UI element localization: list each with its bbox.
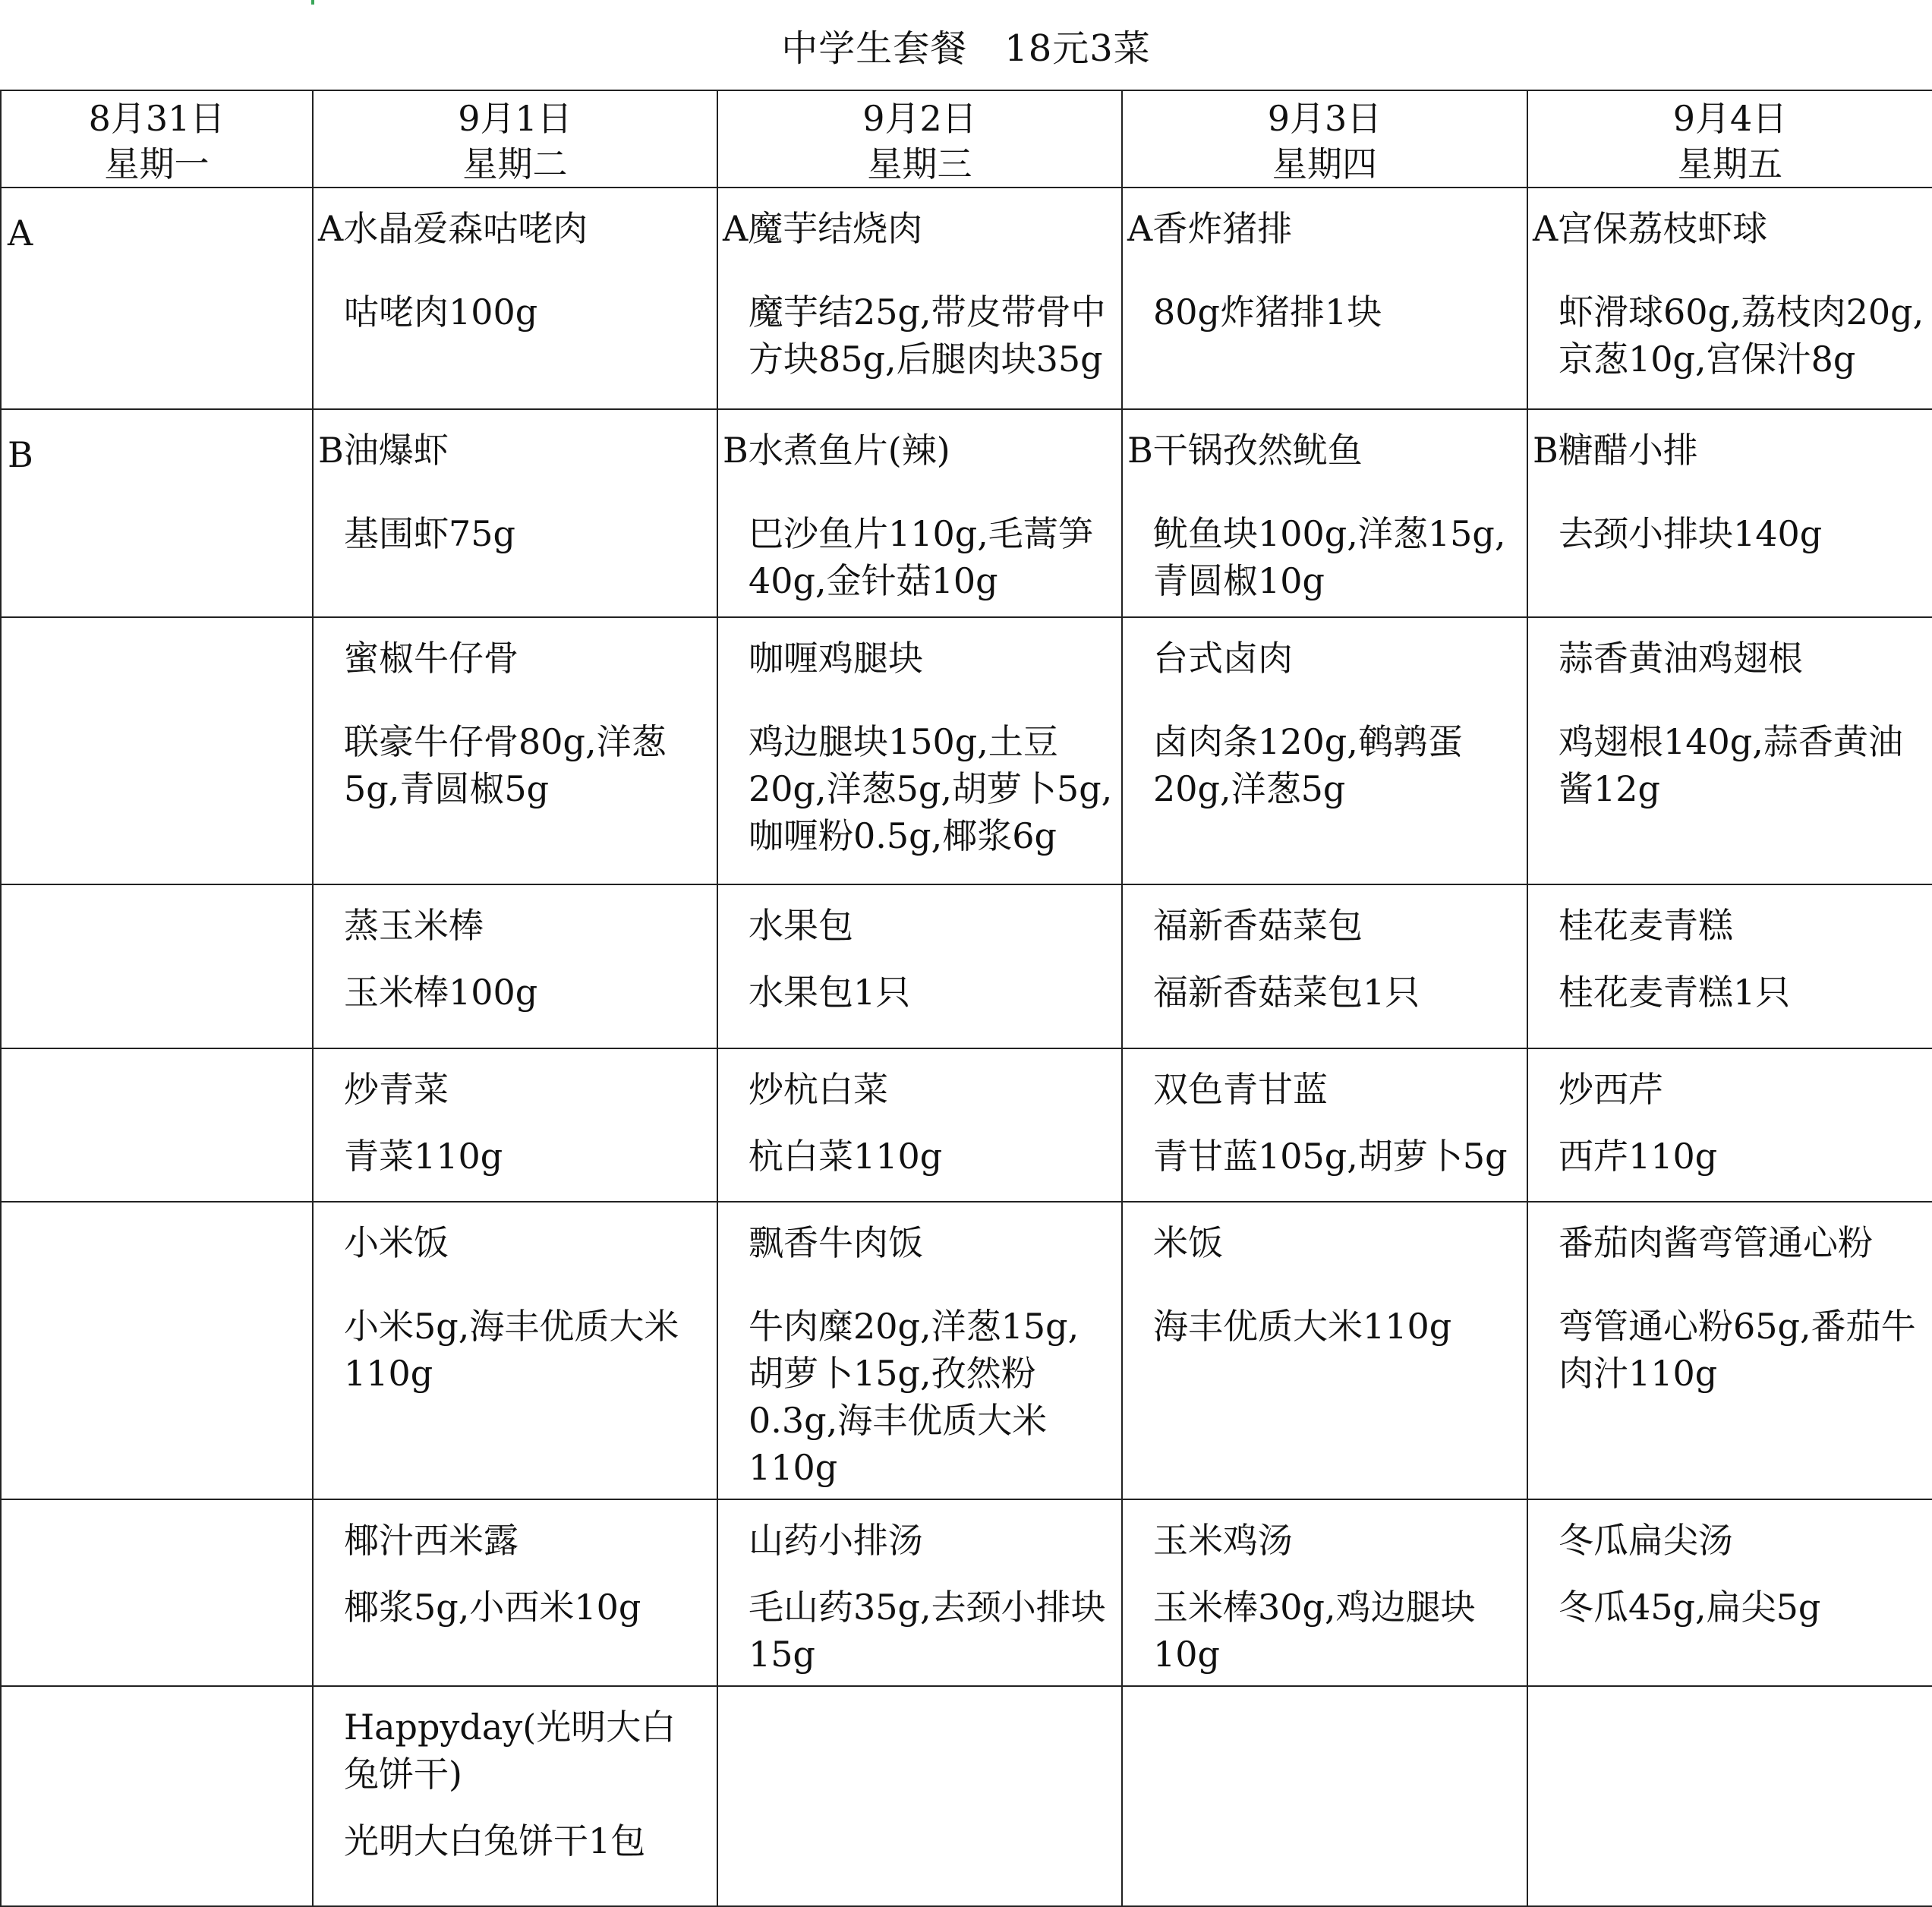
dish-name: 咖喱鸡腿块 — [749, 638, 923, 679]
dish-name: 山药小排汤 — [749, 1520, 923, 1561]
menu-body — [1, 188, 1932, 1906]
dish-ingredients: 牛肉糜20g,洋葱15g,胡萝卜15g,孜然粉0.3g,海丰优质大米110g — [749, 1306, 1079, 1488]
dish-name: 小米饭 — [344, 1222, 449, 1263]
dish-name: Happyday(光明大白兔饼干) — [344, 1707, 676, 1795]
dish-cell — [313, 409, 717, 617]
dish-name: 台式卤肉 — [1153, 638, 1293, 679]
dish-cell — [1122, 409, 1527, 617]
dish-ingredients: 青菜110g — [344, 1136, 503, 1177]
dish-name: 蒸玉米棒 — [344, 905, 484, 946]
dish-name: 福新香菇菜包 — [1153, 905, 1363, 946]
dish-cell — [717, 884, 1122, 1048]
menu-table — [0, 90, 1932, 1907]
dish-name: 炒青菜 — [344, 1069, 449, 1110]
dish-name: B油爆虾 — [318, 430, 449, 471]
dish-cell — [717, 1048, 1122, 1202]
dish-ingredients: 鱿鱼块100g,洋葱15g,青圆椒10g — [1153, 513, 1506, 601]
dish-name: 飘香牛肉饭 — [749, 1222, 923, 1263]
dish-ingredients: 玉米棒100g — [344, 972, 538, 1013]
dish-name: 玉米鸡汤 — [1153, 1520, 1293, 1561]
dish-name: A宫保荔枝虾球 — [1533, 208, 1768, 249]
dish-cell — [717, 409, 1122, 617]
dish-cell — [1122, 617, 1527, 884]
dish-ingredients: 光明大白兔饼干1包 — [344, 1820, 646, 1861]
day-date: 8月31日 — [88, 98, 225, 139]
dish-name: 蒜香黄油鸡翅根 — [1559, 638, 1803, 679]
dish-ingredients: 80g炸猪排1块 — [1153, 292, 1382, 333]
dish-ingredients: 椰浆5g,小西米10g — [344, 1587, 641, 1628]
dish-cell — [313, 1499, 717, 1686]
menu-row — [1, 884, 1932, 1048]
day-date: 9月2日 — [862, 98, 977, 139]
dish-cell — [717, 1202, 1122, 1499]
day-weekday: 星期二 — [462, 143, 568, 184]
day-header — [1122, 90, 1527, 188]
row-label — [1, 1499, 313, 1686]
dish-cell — [1122, 1499, 1527, 1686]
dish-cell — [1527, 1499, 1932, 1686]
dish-cell — [1527, 1202, 1932, 1499]
dish-cell — [313, 188, 717, 409]
dish-name: 桂花麦青糕 — [1559, 905, 1733, 946]
dish-cell — [1122, 1686, 1527, 1906]
dish-name: 椰汁西米露 — [344, 1520, 518, 1561]
day-weekday: 星期一 — [104, 143, 210, 184]
day-weekday: 星期三 — [867, 143, 972, 184]
dish-ingredients: 基围虾75g — [344, 513, 515, 554]
dish-ingredients: 鸡边腿块150g,土豆20g,洋葱5g,胡萝卜5g,咖喱粉0.5g,椰浆6g — [749, 721, 1113, 856]
row-label — [1, 1202, 313, 1499]
dish-ingredients: 冬瓜45g,扁尖5g — [1559, 1587, 1821, 1628]
dish-name: 米饭 — [1153, 1222, 1223, 1263]
dish-ingredients: 海丰优质大米110g — [1153, 1306, 1452, 1347]
dish-cell — [1527, 617, 1932, 884]
row-label — [1, 1686, 313, 1906]
dish-cell — [1527, 188, 1932, 409]
dish-name: A香炸猪排 — [1127, 208, 1293, 249]
dish-cell — [1527, 1686, 1932, 1906]
dish-cell — [313, 1202, 717, 1499]
dish-cell — [717, 617, 1122, 884]
dish-name: 炒西芹 — [1559, 1069, 1663, 1110]
day-header — [313, 90, 717, 188]
dish-name: B水煮鱼片(辣) — [723, 430, 950, 471]
dish-cell — [313, 1048, 717, 1202]
dish-cell — [1122, 1048, 1527, 1202]
day-weekday: 星期五 — [1678, 143, 1782, 184]
row-label: B — [1, 409, 313, 617]
dish-ingredients: 玉米棒30g,鸡边腿块10g — [1153, 1587, 1476, 1675]
dish-cell — [1122, 884, 1527, 1048]
dish-name: 蜜椒牛仔骨 — [344, 638, 518, 679]
day-header — [1, 90, 313, 188]
row-label — [1, 617, 313, 884]
dish-ingredients: 鸡翅根140g,蒜香黄油酱12g — [1559, 721, 1903, 809]
dish-name: 冬瓜扁尖汤 — [1559, 1520, 1733, 1561]
dish-ingredients: 西芹110g — [1559, 1136, 1718, 1177]
dish-ingredients: 联豪牛仔骨80g,洋葱5g,青圆椒5g — [344, 721, 667, 809]
dish-cell — [717, 1499, 1122, 1686]
corner-mark — [311, 0, 314, 5]
day-weekday: 星期四 — [1272, 143, 1377, 184]
dish-cell — [717, 1686, 1122, 1906]
dish-cell — [1527, 1048, 1932, 1202]
dish-ingredients: 去颈小排块140g — [1559, 513, 1823, 554]
dish-ingredients: 巴沙鱼片110g,毛蒿笋40g,金针菇10g — [749, 513, 1093, 601]
menu-row — [1, 188, 1932, 409]
dish-ingredients: 魔芋结25g,带皮带骨中方块85g,后腿肉块35g — [749, 292, 1106, 380]
dish-ingredients: 弯管通心粉65g,番茄牛肉汁110g — [1559, 1306, 1916, 1394]
row-label: A — [1, 188, 313, 409]
day-date: 9月3日 — [1267, 98, 1382, 139]
dish-ingredients: 小米5g,海丰优质大米110g — [344, 1306, 679, 1394]
menu-row — [1, 409, 1932, 617]
dish-name: 炒杭白菜 — [749, 1069, 888, 1110]
menu-row — [1, 1048, 1932, 1202]
dish-name: 双色青甘蓝 — [1153, 1069, 1328, 1110]
dish-cell — [1122, 1202, 1527, 1499]
dish-cell — [313, 1686, 717, 1906]
day-header — [1527, 90, 1932, 188]
dish-name: A魔芋结烧肉 — [723, 208, 923, 249]
dish-name: B干锅孜然鱿鱼 — [1127, 430, 1363, 471]
dish-ingredients: 桂花麦青糕1只 — [1559, 972, 1791, 1013]
menu-row — [1, 1499, 1932, 1686]
dish-name: B糖醋小排 — [1533, 430, 1698, 471]
day-header — [717, 90, 1122, 188]
dish-cell — [717, 188, 1122, 409]
dish-ingredients: 毛山药35g,去颈小排块15g — [749, 1587, 1106, 1675]
dish-ingredients: 福新香菇菜包1只 — [1153, 972, 1420, 1013]
dish-cell — [313, 617, 717, 884]
menu-row — [1, 1686, 1932, 1906]
dish-name: A水晶爱森咕咾肉 — [318, 208, 588, 249]
dish-ingredients: 卤肉条120g,鹌鹑蛋20g,洋葱5g — [1153, 721, 1463, 809]
dish-ingredients: 咕咾肉100g — [344, 292, 538, 333]
dish-name: 水果包 — [749, 905, 853, 946]
row-label — [1, 884, 313, 1048]
header-row — [1, 90, 1932, 188]
dish-name: 番茄肉酱弯管通心粉 — [1559, 1222, 1873, 1263]
menu-row — [1, 617, 1932, 884]
page-title: 中学生套餐 18元3菜 — [781, 27, 1151, 70]
dish-ingredients: 杭白菜110g — [749, 1136, 943, 1177]
day-date: 9月1日 — [458, 98, 572, 139]
dish-cell — [1527, 409, 1932, 617]
dish-ingredients: 水果包1只 — [749, 972, 911, 1013]
menu-row — [1, 1202, 1932, 1499]
dish-cell — [1122, 188, 1527, 409]
row-label — [1, 1048, 313, 1202]
dish-ingredients: 青甘蓝105g,胡萝卜5g — [1153, 1136, 1508, 1177]
dish-cell — [1527, 884, 1932, 1048]
dish-cell — [313, 884, 717, 1048]
dish-ingredients: 虾滑球60g,荔枝肉20g,京葱10g,宫保汁8g — [1559, 292, 1924, 380]
day-date: 9月4日 — [1672, 98, 1788, 139]
